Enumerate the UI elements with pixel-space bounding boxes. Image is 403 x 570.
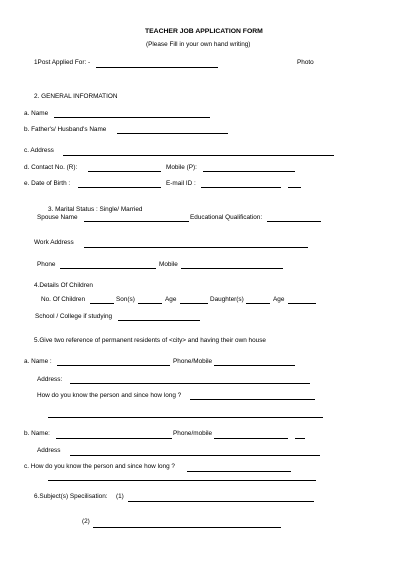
ref-a-address-field[interactable] — [70, 377, 310, 384]
ref-a-know-label: How do you know the person and since how long ? — [37, 392, 182, 399]
edu-qual-label: Educational Qualification: — [190, 214, 263, 221]
daughters-label: Daughter(s) — [210, 296, 244, 303]
form-title: TEACHER JOB APPLICATION FORM — [145, 28, 263, 35]
father-husband-field[interactable] — [117, 127, 228, 134]
dob-label: e. Date of Birth : — [24, 180, 71, 187]
father-husband-label: b. Father's/ Husband's Name — [24, 126, 107, 133]
spouse-name-field[interactable] — [84, 215, 189, 222]
post-applied-label: 1Post Applied For: - — [34, 59, 91, 66]
ref-b-address-field[interactable] — [70, 449, 320, 456]
subject-1-label: (1) — [116, 493, 124, 500]
daughters-age-label: Age — [273, 296, 285, 303]
email-field[interactable] — [201, 181, 281, 188]
sons-age-label: Age — [165, 296, 177, 303]
daughters-age-field[interactable] — [288, 297, 316, 304]
spouse-name-label: Spouse Name — [37, 214, 78, 221]
subjects-label: 6.Subject(s) Specilisation: — [34, 493, 108, 500]
subject-2-label: (2) — [82, 518, 90, 525]
subject-2-field[interactable] — [93, 521, 281, 528]
address-label: c. Address — [24, 147, 54, 154]
work-address-field[interactable] — [84, 241, 308, 248]
sons-label: Son(s) — [116, 296, 135, 303]
school-field[interactable] — [118, 314, 200, 321]
address-field[interactable] — [63, 149, 334, 156]
ref-c-know-field[interactable] — [187, 465, 291, 472]
ref-a-name-label: a. Name : — [24, 358, 52, 365]
sons-age-field[interactable] — [180, 297, 208, 304]
email-label: E-mail ID : — [166, 180, 196, 187]
sons-field[interactable] — [138, 297, 162, 304]
name-field[interactable] — [54, 111, 210, 118]
ref-c-know-label: c. How do you know the person and since how long ? — [24, 463, 175, 470]
ref-a-phone-field[interactable] — [214, 359, 295, 366]
post-applied-field[interactable] — [96, 61, 218, 68]
mobile-label: Mobile — [159, 261, 178, 268]
work-address-label: Work Address — [34, 239, 74, 246]
ref-b-phone-extra[interactable] — [295, 432, 305, 439]
mobile-p-label: Mobile (P): — [166, 164, 197, 171]
ref-b-name-label: b. Name: — [24, 430, 50, 437]
no-children-label: No. Of Children — [41, 296, 86, 303]
ref-a-name-field[interactable] — [57, 359, 170, 366]
dob-field[interactable] — [78, 181, 161, 188]
form-subtitle: (Please Fill in your own hand writing) — [146, 41, 251, 48]
edu-qual-field[interactable] — [267, 215, 321, 222]
subject-1-field[interactable] — [128, 495, 314, 502]
ref-a-know-field-2[interactable] — [48, 411, 323, 418]
mobile-field[interactable] — [181, 262, 283, 269]
reference-heading: 5.Give two reference of permanent residents of <city> and having their own house — [34, 337, 266, 344]
contact-field[interactable] — [88, 165, 161, 172]
ref-c-know-field-2[interactable] — [48, 474, 316, 481]
general-info-heading: 2. GENERAL INFORMATION — [34, 93, 118, 100]
ref-a-address-label: Address: — [37, 376, 63, 383]
ref-a-phone-label: Phone/Mobile — [173, 358, 213, 365]
email-field-extra[interactable] — [288, 181, 301, 188]
ref-b-phone-field[interactable] — [214, 432, 288, 439]
ref-b-name-field[interactable] — [56, 432, 172, 439]
ref-a-know-field[interactable] — [190, 393, 315, 400]
ref-b-address-label: Address — [37, 447, 61, 454]
children-heading: 4.Details Of Children — [34, 282, 93, 289]
name-label: a. Name — [24, 110, 49, 117]
phone-field[interactable] — [60, 262, 156, 269]
contact-label: d. Contact No. (R): — [24, 164, 78, 171]
photo-label: Photo — [297, 59, 314, 66]
ref-b-phone-label: Phone/mobile — [173, 430, 213, 437]
daughters-field[interactable] — [246, 297, 270, 304]
phone-label: Phone — [37, 261, 56, 268]
school-label: School / College if studying — [35, 313, 113, 320]
mobile-p-field[interactable] — [203, 165, 295, 172]
marital-status-label: 3. Marital Status : Single/ Married — [48, 206, 143, 213]
no-children-field[interactable] — [90, 297, 114, 304]
